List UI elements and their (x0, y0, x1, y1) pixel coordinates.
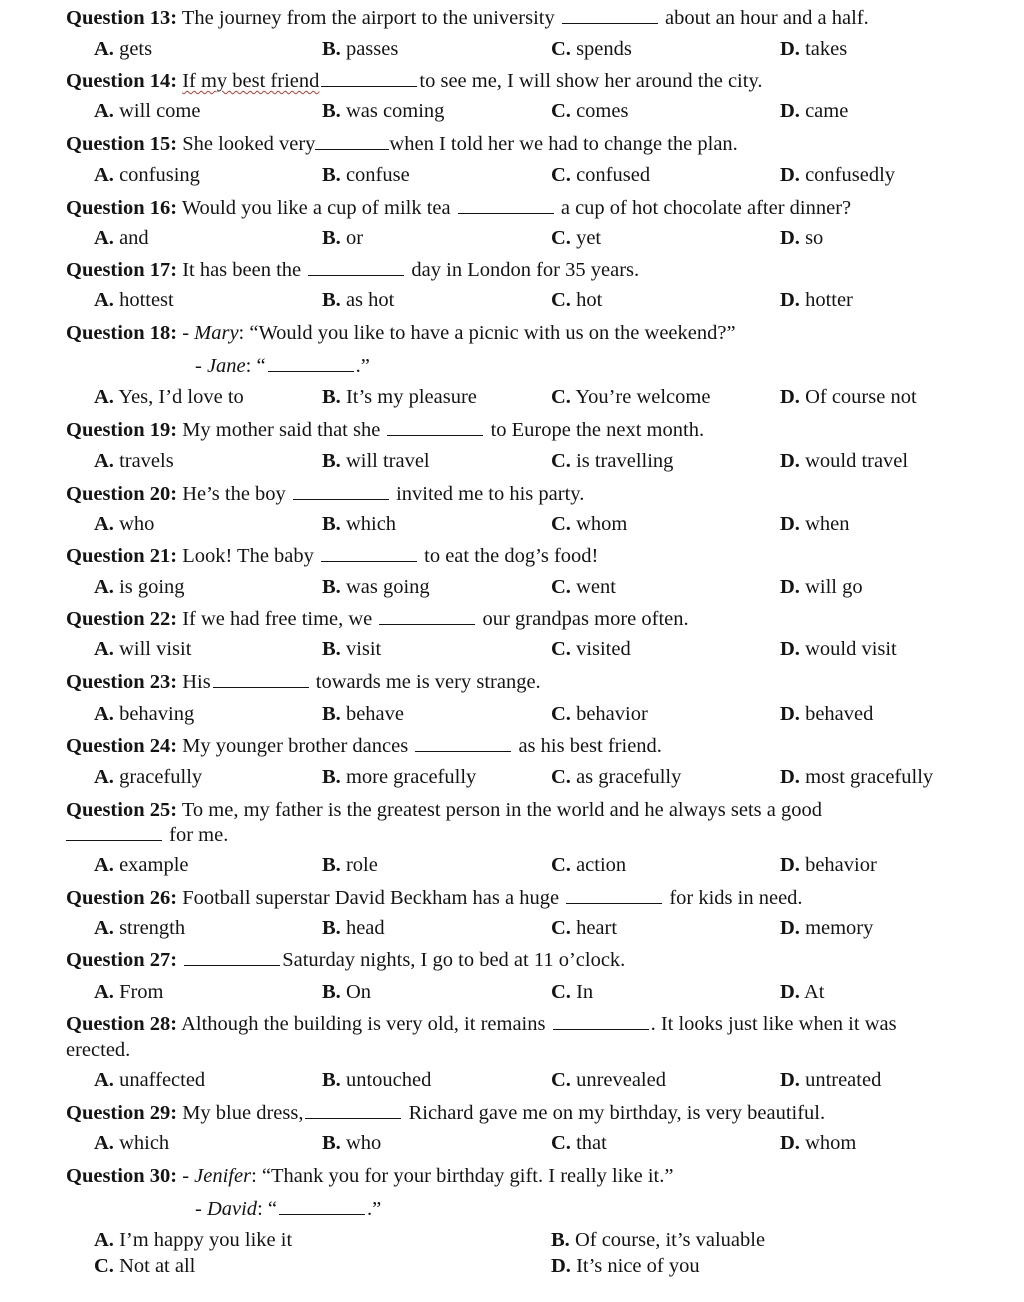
option-c[interactable]: C. action (551, 854, 627, 876)
question-22 (66, 606, 966, 632)
question-text: Would you like a cup of milk tea (181, 197, 451, 219)
answer-blank (268, 353, 354, 372)
option-c[interactable]: C. comes (551, 100, 629, 122)
option-b[interactable]: B. will travel (322, 450, 430, 472)
option-c[interactable]: C. confused (551, 164, 651, 186)
question-text: He’s the boy (182, 483, 286, 505)
question-text: to eat the dog’s food! (424, 545, 599, 567)
response-line: - David: “ .” (195, 1198, 382, 1220)
option-b[interactable]: B. untouched (322, 1069, 432, 1091)
question-label: Question 13: (66, 7, 178, 29)
option-c[interactable]: C. that (551, 1132, 607, 1154)
question-26 (66, 885, 966, 911)
option-b[interactable]: B. who (322, 1132, 382, 1154)
question-text: when I told her we had to change the plan. (389, 133, 738, 155)
option-c[interactable]: C. hot (551, 289, 603, 311)
option-a[interactable]: A. will visit (94, 638, 192, 660)
question-text: for kids in need. (669, 887, 803, 909)
question-label: Question 23: (66, 671, 178, 693)
option-d[interactable]: D. memory (780, 917, 874, 939)
question-label: Question 14: (66, 70, 178, 92)
option-a[interactable]: A. Yes, I’d love to (94, 386, 244, 408)
question-label: Question 25: (66, 799, 178, 821)
answer-blank (321, 68, 417, 87)
question-text: She looked very (182, 133, 316, 155)
question-14 (66, 68, 966, 94)
option-c[interactable]: C. went (551, 576, 616, 598)
response-line: - Jane: “ .” (195, 355, 370, 377)
option-d[interactable]: D. would visit (780, 638, 897, 660)
option-c[interactable]: C. visited (551, 638, 631, 660)
question-label: Question 18: (66, 322, 178, 344)
option-d[interactable]: D. untreated (780, 1069, 882, 1091)
option-c[interactable]: C. as gracefully (551, 766, 682, 788)
question-29 (66, 1100, 966, 1126)
speaker-name: Jane (206, 355, 246, 377)
option-b[interactable]: B. or (322, 227, 364, 249)
option-b[interactable]: B. head (322, 917, 385, 939)
option-b[interactable]: B. was coming (322, 100, 445, 122)
question-17 (66, 257, 966, 283)
question-text: our grandpas more often. (482, 608, 689, 630)
option-a[interactable]: A. strength (94, 917, 186, 939)
option-b[interactable]: B. On (322, 981, 371, 1003)
option-d[interactable]: D. It’s nice of you (551, 1255, 700, 1277)
option-a[interactable]: A. I’m happy you like it (94, 1229, 293, 1251)
question-label: Question 22: (66, 608, 178, 630)
option-b[interactable]: B. Of course, it’s valuable (551, 1229, 766, 1251)
option-d[interactable]: D. At (780, 981, 825, 1003)
question-text: for me. (169, 824, 229, 846)
answer-blank (66, 822, 162, 841)
option-b[interactable]: B. It’s my pleasure (322, 386, 477, 408)
speaker-name: David (206, 1198, 258, 1220)
option-a[interactable]: A. and (94, 227, 149, 249)
question-label: Question 29: (66, 1102, 178, 1124)
option-c[interactable]: C. spends (551, 38, 632, 60)
answer-blank (415, 733, 511, 752)
question-text: towards me is very strange. (315, 671, 541, 693)
option-a[interactable]: A. From (94, 981, 164, 1003)
question-label: Question 19: (66, 419, 178, 441)
question-text: My blue dress, (182, 1102, 304, 1124)
option-c[interactable]: C. whom (551, 513, 628, 535)
question-label: Question 26: (66, 887, 178, 909)
answer-blank (213, 669, 309, 688)
question-15 (66, 131, 966, 157)
option-d[interactable]: D. behaved (780, 703, 874, 725)
option-b[interactable]: B. confuse (322, 164, 410, 186)
answer-blank (184, 947, 280, 966)
question-24 (66, 733, 966, 759)
question-text: His (182, 671, 211, 693)
option-d[interactable]: D. most gracefully (780, 766, 934, 788)
answer-blank (458, 195, 554, 214)
option-d[interactable]: D. takes (780, 38, 848, 60)
question-25-continued (66, 822, 966, 848)
question-28 (66, 1011, 956, 1063)
question-label: Question 28: (66, 1013, 178, 1035)
answer-blank (315, 131, 389, 150)
question-label: Question 27: (66, 949, 178, 971)
question-text: as his best friend. (518, 735, 662, 757)
question-text: : “Would you like to have a picnic with us on the weekend?” (238, 322, 736, 344)
option-c[interactable]: C. behavior (551, 703, 648, 725)
option-d[interactable]: D. confusedly (780, 164, 896, 186)
option-d[interactable]: D. came (780, 100, 849, 122)
question-16 (66, 195, 966, 221)
question-label: Question 17: (66, 259, 178, 281)
question-21 (66, 543, 966, 569)
option-c[interactable]: C. In (551, 981, 594, 1003)
question-23 (66, 669, 966, 695)
question-18 (66, 320, 966, 346)
option-a[interactable]: A. will come (94, 100, 201, 122)
answer-blank (387, 417, 483, 436)
question-20 (66, 481, 966, 507)
speaker-name: Mary (194, 322, 239, 344)
question-text: - (182, 1165, 195, 1187)
option-d[interactable]: D. will go (780, 576, 863, 598)
question-label: Question 24: (66, 735, 178, 757)
question-text: My mother said that she (182, 419, 381, 441)
option-d[interactable]: D. when (780, 513, 850, 535)
option-a[interactable]: A. gets (94, 38, 153, 60)
option-c[interactable]: C. yet (551, 227, 602, 249)
question-text: Although the building is very old, it remains (181, 1013, 546, 1035)
question-text: . It looks just like when it was erected. (66, 1013, 897, 1061)
option-d[interactable]: D. whom (780, 1132, 857, 1154)
option-a[interactable]: A. travels (94, 450, 174, 472)
answer-blank (553, 1011, 649, 1030)
answer-blank (308, 257, 404, 276)
answer-blank (562, 5, 658, 24)
option-d[interactable]: D. behavior (780, 854, 877, 876)
question-text: Football superstar David Beckham has a huge (182, 887, 560, 909)
question-text: It has been the (182, 259, 302, 281)
answer-blank (566, 885, 662, 904)
option-b[interactable]: B. more gracefully (322, 766, 477, 788)
question-text: If we had free time, we (182, 608, 373, 630)
option-d[interactable]: D. would travel (780, 450, 909, 472)
question-text: about an hour and a half. (664, 7, 869, 29)
question-27 (66, 947, 966, 973)
question-label: Question 16: (66, 197, 178, 219)
question-label: Question 21: (66, 545, 178, 567)
option-a[interactable]: A. is going (94, 576, 185, 598)
question-text: To me, my father is the greatest person in the world and he always sets a good (181, 799, 822, 821)
option-a[interactable]: A. hottest (94, 289, 174, 311)
question-label: Question 30: (66, 1165, 178, 1187)
option-b[interactable]: B. was going (322, 576, 430, 598)
question-text: The journey from the airport to the university (181, 7, 555, 29)
option-b[interactable]: B. passes (322, 38, 399, 60)
question-text: - (182, 322, 195, 344)
option-c[interactable]: C. is travelling (551, 450, 674, 472)
option-c[interactable]: C. unrevealed (551, 1069, 666, 1091)
question-label: Question 15: (66, 133, 178, 155)
option-c[interactable]: C. Not at all (94, 1255, 196, 1277)
option-b[interactable]: B. visit (322, 638, 382, 660)
option-a[interactable]: A. confusing (94, 164, 200, 186)
option-a[interactable]: A. behaving (94, 703, 195, 725)
question-text: If my best friend (182, 70, 320, 92)
option-b[interactable]: B. which (322, 513, 397, 535)
option-d[interactable]: D. so (780, 227, 824, 249)
option-a[interactable]: A. who (94, 513, 155, 535)
question-text: Richard gave me on my birthday, is very beautiful. (408, 1102, 826, 1124)
option-c[interactable]: C. You’re welcome (551, 386, 711, 408)
option-a[interactable]: A. which (94, 1132, 170, 1154)
question-text: My younger brother dances (182, 735, 409, 757)
question-19 (66, 417, 966, 443)
option-d[interactable]: D. hotter (780, 289, 853, 311)
option-b[interactable]: B. role (322, 854, 378, 876)
question-13 (66, 5, 966, 31)
answer-blank (379, 606, 475, 625)
answer-blank (305, 1100, 401, 1119)
option-a[interactable]: A. example (94, 854, 189, 876)
answer-blank (321, 543, 417, 562)
question-25 (66, 797, 966, 823)
answer-blank (293, 481, 389, 500)
option-a[interactable]: A. unaffected (94, 1069, 206, 1091)
question-30 (66, 1163, 966, 1189)
option-c[interactable]: C. heart (551, 917, 618, 939)
question-text: Look! The baby (182, 545, 314, 567)
speaker-name: Jenifer (194, 1165, 252, 1187)
question-text: Saturday nights, I go to bed at 11 o’clock. (282, 949, 626, 971)
option-a[interactable]: A. gracefully (94, 766, 203, 788)
option-b[interactable]: B. as hot (322, 289, 395, 311)
answer-blank (279, 1196, 365, 1215)
question-text: invited me to his party. (396, 483, 585, 505)
question-text: day in London for 35 years. (411, 259, 640, 281)
question-text: : “Thank you for your birthday gift. I really like it.” (251, 1165, 674, 1187)
question-label: Question 20: (66, 483, 178, 505)
question-text: to Europe the next month. (490, 419, 705, 441)
question-text: to see me, I will show her around the city. (419, 70, 763, 92)
option-b[interactable]: B. behave (322, 703, 404, 725)
question-text: a cup of hot chocolate after dinner? (560, 197, 852, 219)
option-d[interactable]: D. Of course not (780, 386, 917, 408)
